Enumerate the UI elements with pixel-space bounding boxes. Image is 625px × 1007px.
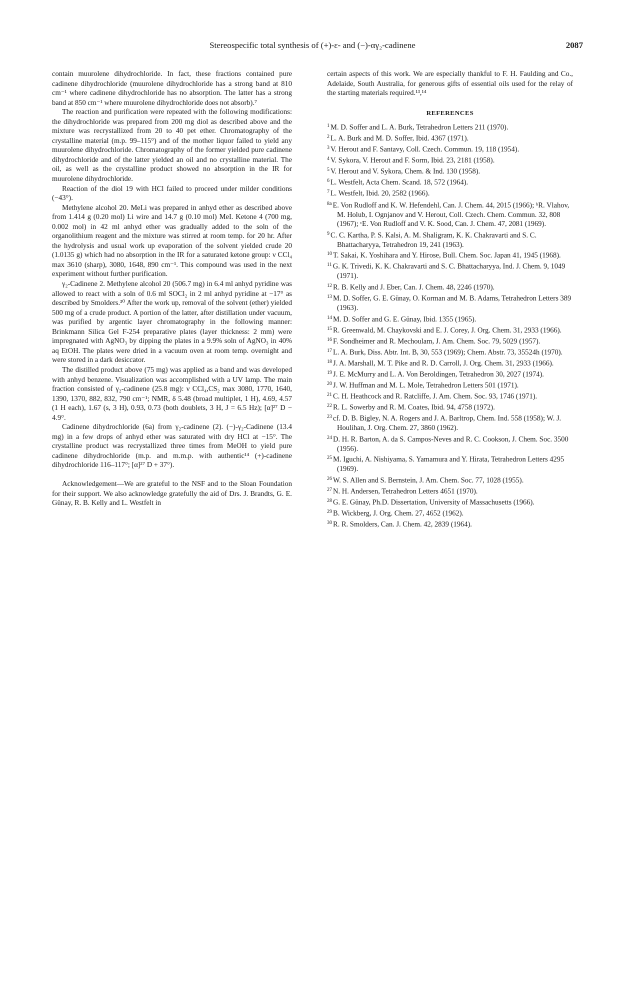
reference-text: V. Sykora, V. Herout and F. Sorm, Ibid. 23, 2181 (1958). (330, 156, 495, 165)
reference-item (327, 325, 573, 336)
reference-item (327, 200, 573, 230)
reference-number: 23 (327, 414, 332, 420)
reference-item (327, 336, 573, 347)
right-column (327, 70, 573, 530)
reference-text: cf. D. B. Bigley, N. A. Rogers and J. A. Barltrop, Chem. Ind. 558 (1958); W. J. Houlihan, J. Org. Chem. 27, 3860 (1962). (333, 414, 562, 432)
reference-item (327, 358, 573, 369)
reference-number: 3 (327, 146, 330, 152)
reference-item (327, 454, 573, 475)
body-paragraph: Methylene alcohol 20. MeLi was prepared in anhyd ether as described above from 1.414 g (0.20 mol) Li wire and 14.7 g (0.10 mol) MeI. Ketone 4 (700 mg, 0.002 mol) in 42 ml anhyd ether was gradually added to the soln of the organolithium reagent and the mixture was stirred at room temp. for 20 hr. After the hydrolysis and usual work up evaporation of the solvent yielded crude 20 (1.0135 g) which had no absorption in the IR for a saturated ketone group: ν CCl₄ max 3610 (sharp), 3080, 1648, 890 cm⁻¹. This compound was used in the next experiment without further purification. (52, 203, 292, 279)
reference-number: 25 (327, 456, 332, 462)
body-paragraph: Reaction of the diol 19 with HCl failed to proceed under milder conditions (−43°). (52, 184, 292, 203)
references-list (327, 122, 573, 530)
reference-number: 19 (327, 370, 332, 376)
reference-item (327, 177, 573, 188)
reference-number: 4 (327, 157, 330, 163)
reference-text: J. W. Huffman and M. L. Mole, Tetrahedron Letters 501 (1971). (333, 381, 519, 390)
reference-item (327, 508, 573, 519)
reference-item (327, 391, 573, 402)
reference-number: 17 (327, 348, 332, 354)
reference-item (327, 486, 573, 497)
body-paragraph: Cadinene dihydrochloride (6a) from γ₂-cadinene (2). (−)-γ₂-Cadinene (13.4 mg) in a few drops of anhyd ether was saturated with dry HCl at −15°. The crystalline product was recrystallized three times from MeOH to yield pure cadinene dihydrochloride (m.p. and m.m.p. with authentic¹⁴ (+)-cadinene dihydrochloride 116–117°; [α]²⁷ D + 37°). (52, 423, 292, 470)
reference-item (327, 261, 573, 282)
reference-text: R. B. Kelly and J. Eber, Can. J. Chem. 48, 2246 (1970). (333, 283, 495, 292)
reference-text: W. S. Allen and S. Bernstein, J. Am. Chem. Soc. 77, 1028 (1955). (333, 476, 524, 485)
reference-number: 15 (327, 326, 332, 332)
reference-item (327, 293, 573, 314)
reference-text: F. Sondheimer and R. Mechoulam, J. Am. Chem. Soc. 79, 5029 (1957). (333, 337, 541, 346)
body-paragraph: γ₂-Cadinene 2. Methylene alcohol 20 (506.7 mg) in 6.4 ml anhyd pyridine was allowed to react with a soln of 0.6 ml SOCl₂ in 2 ml anhyd pyridine at −17° as described by Smolders.³⁰ After the work up, removal of the solvent (ether) yielded 500 mg of a crude product. A portion of the latter, after distillation under vacuum, was purified by argentic layer chromatography in the following manner: Brinkmann Silica Gel F-254 preparative plates (layer thickness: 2 mm) were impregnated with AgNO₃ by dipping the plates in a 9.9% soln of AgNO₃ in 40% aq EtOH. The plates were dried in a vacuum oven at room temp. overnight and were stored in a dark desiccator. (52, 280, 292, 365)
body-paragraph: The reaction and purification were repeated with the following modifications: the dihydrochloride was prepared from 200 mg diol as described above and the mixture was recrystallized from 20 to 40 pet ether. Chromatography of the crystalline material (m.p. 99–115°) and of the mother liquor failed to yield any muurolene dihydrochloride. Chromatography of the former yielded pure cadinene dihydrochloride and of the latter yielded an oil and no crystalline material. The oil, as well as the crystalline product showed no absorption in the IR for muurolene dihydrochloride. (52, 108, 292, 184)
reference-item (327, 282, 573, 293)
reference-number: 7 (327, 190, 330, 196)
reference-text: J. E. McMurry and L. A. Von Beroldingen, Tetrahedron 30, 2027 (1974). (333, 370, 544, 379)
reference-item (327, 380, 573, 391)
reference-text: R. L. Sowerby and R. M. Coates, Ibid. 94, 4758 (1972). (333, 403, 495, 412)
reference-item (327, 230, 573, 251)
reference-number: 20 (327, 381, 332, 387)
reference-number: 16 (327, 337, 332, 343)
reference-number: 30 (327, 520, 332, 526)
reference-text: V. Herout and F. Santavy, Coll. Czech. Commun. 19, 118 (1954). (330, 145, 520, 154)
reference-number: 13 (327, 294, 332, 300)
body-paragraph: certain aspects of this work. We are especially thankful to F. H. Faulding and Co., Adelaide, South Australia, for generous gifts of essential oils used for the relay of the starting materials required.¹³,¹⁴ (327, 70, 573, 98)
reference-text: B. Wickberg, J. Org. Chem. 27, 4652 (1962). (333, 509, 464, 518)
reference-number: 26 (327, 476, 332, 482)
reference-item (327, 133, 573, 144)
reference-number: 1 (327, 124, 330, 130)
reference-number: 18 (327, 359, 332, 365)
reference-item (327, 369, 573, 380)
reference-text: V. Herout and V. Sykora, Chem. & Ind. 130 (1958). (330, 167, 481, 176)
reference-number: 9 (327, 231, 330, 237)
reference-number: 6 (327, 179, 330, 185)
reference-item (327, 250, 573, 261)
reference-number: 27 (327, 487, 332, 493)
reference-number: 21 (327, 392, 332, 398)
reference-number: 2 (327, 135, 330, 141)
reference-number: 24 (327, 435, 332, 441)
reference-item (327, 188, 573, 199)
reference-text: G. K. Trivedi, K. K. Chakravarti and S. C. Bhattacharyya, Ind. J. Chem. 9, 1049 (1971). (332, 262, 566, 281)
reference-text: G. E. Günay, Ph.D. Dissertation, University of Massachusetts (1966). (333, 498, 535, 507)
reference-number: 29 (327, 509, 332, 515)
body-paragraph: contain muurolene dihydrochloride. In fact, these fractions contained pure cadinene dihydrochloride (muurolene dihydrochloride has a strong band at 810 cm⁻¹ where cadinene dihydrochloride has no absorption. The latter has a strong band at 850 cm⁻¹ where muurolene dihydrochloride does not absorb).⁷ (52, 70, 292, 107)
reference-item (327, 475, 573, 486)
reference-item (327, 166, 573, 177)
reference-text: T. Sakai, K. Yoshihara and Y. Hirose, Bull. Chem. Soc. Japan 41, 1945 (1968). (333, 251, 561, 260)
acknowledgement-paragraph: Acknowledgement—We are grateful to the NSF and to the Sloan Foundation for their support. We also acknowledge gratefully the aid of Drs. J. Brandts, G. E. Günay, R. B. Kelly and L. Westfelt in (52, 479, 292, 508)
reference-text: C. H. Heathcock and R. Ratcliffe, J. Am. Chem. Soc. 93, 1746 (1971). (333, 392, 538, 401)
reference-item (327, 519, 573, 530)
page-number: 2087 (565, 40, 583, 50)
reference-text: R. R. Smolders, Can. J. Chem. 42, 2839 (1964). (333, 520, 472, 529)
reference-text: C. C. Kartha, P. S. Kalsi, A. M. Shaligram, K. K. Chakravarti and S. C. Bhattacharyya, Tetrahedron 19, 241 (1963). (330, 231, 537, 249)
reference-number: 8a (327, 201, 332, 207)
reference-text: L. A. Burk, Diss. Abtr. Int. B, 30, 553 (1969); Chem. Abstr. 73, 35524h (1970). (333, 348, 563, 357)
reference-text: M. Iguchi, A. Nishiyama, S. Yamamura and Y. Hirata, Tetrahedron Letters 4295 (1969). (333, 455, 565, 474)
reference-item (327, 314, 573, 325)
reference-number: 5 (327, 168, 330, 174)
reference-text: M. D. Soffer and L. A. Burk, Tetrahedron Letters 211 (1970). (330, 123, 509, 132)
running-title: Stereospecific total synthesis of (+)-ε- and (−)-αγ₂-cadinene (209, 40, 416, 50)
reference-text: J. A. Marshall, M. T. Pike and R. D. Carroll, J. Org. Chem. 31, 2933 (1966). (333, 359, 554, 368)
reference-text: N. H. Andersen, Tetrahedron Letters 4651 (1970). (333, 487, 478, 496)
reference-text: E. Von Rudloff and K. W. Hefendehl, Can. J. Chem. 44, 2015 (1966); ᵇR. Vlahov, M. Holub, I. Ognjanov and V. Herout, Coll. Czech. Chem. Commun. 32, 808 (1967); ᶜE. Von Rudloff and V. K. Sood, Can. J. Chem. 47, 2081 (1969). (332, 201, 570, 229)
running-header (0, 38, 625, 52)
reference-item (327, 144, 573, 155)
reference-item (327, 434, 573, 455)
reference-item (327, 155, 573, 166)
left-column (52, 70, 292, 509)
reference-number: 10 (327, 252, 332, 258)
reference-text: M. D. Soffer and G. E. Günay, Ibid. 1355 (1965). (333, 315, 477, 324)
reference-number: 28 (327, 498, 332, 504)
reference-text: M. D. Soffer, G. E. Günay, O. Korman and M. B. Adams, Tetrahedron Letters 389 (1963). (333, 294, 572, 312)
reference-item (327, 402, 573, 413)
reference-text: R. Greenwald, M. Chaykovski and E. J. Corey, J. Org. Chem. 31, 2933 (1966). (333, 326, 562, 335)
reference-number: 12 (327, 283, 332, 289)
reference-item (327, 347, 573, 358)
reference-text: L. Westfelt, Ibid. 20, 2582 (1966). (330, 189, 430, 198)
body-paragraph: The distilled product above (75 mg) was applied as a band and was developed with anhyd benzene. Visualization was accomplished with a UV lamp. The main fraction consisted of γ₂-cadinene (25.8 mg): ν CCl₄,CS₂ max 3080, 1770, 1640, 1390, 1370, 882, 832, 790 cm⁻¹; NMR, δ 5.48 (broad multiplet, 1 H), 4.69, 4.57 (1 H each), 1.67 (s, 3 H), 0.93, 0.73 (both doublets, 3 H, J = 6.5 Hz); [α]²⁷ D − 4.9°. (52, 365, 292, 422)
reference-number: 14 (327, 315, 332, 321)
reference-text: L. Westfelt, Acta Chem. Scand. 18, 572 (1964). (330, 178, 469, 187)
reference-item (327, 497, 573, 508)
reference-item (327, 413, 573, 434)
reference-text: D. H. R. Barton, A. da S. Campos-Neves and R. C. Cookson, J. Chem. Soc. 3500 (1956). (333, 435, 569, 453)
reference-item (327, 122, 573, 133)
reference-number: 22 (327, 403, 332, 409)
references-heading: REFERENCES (426, 109, 474, 117)
reference-number: 11 (327, 263, 332, 269)
reference-text: L. A. Burk and M. D. Soffer, Ibid. 4367 (1971). (330, 134, 469, 143)
